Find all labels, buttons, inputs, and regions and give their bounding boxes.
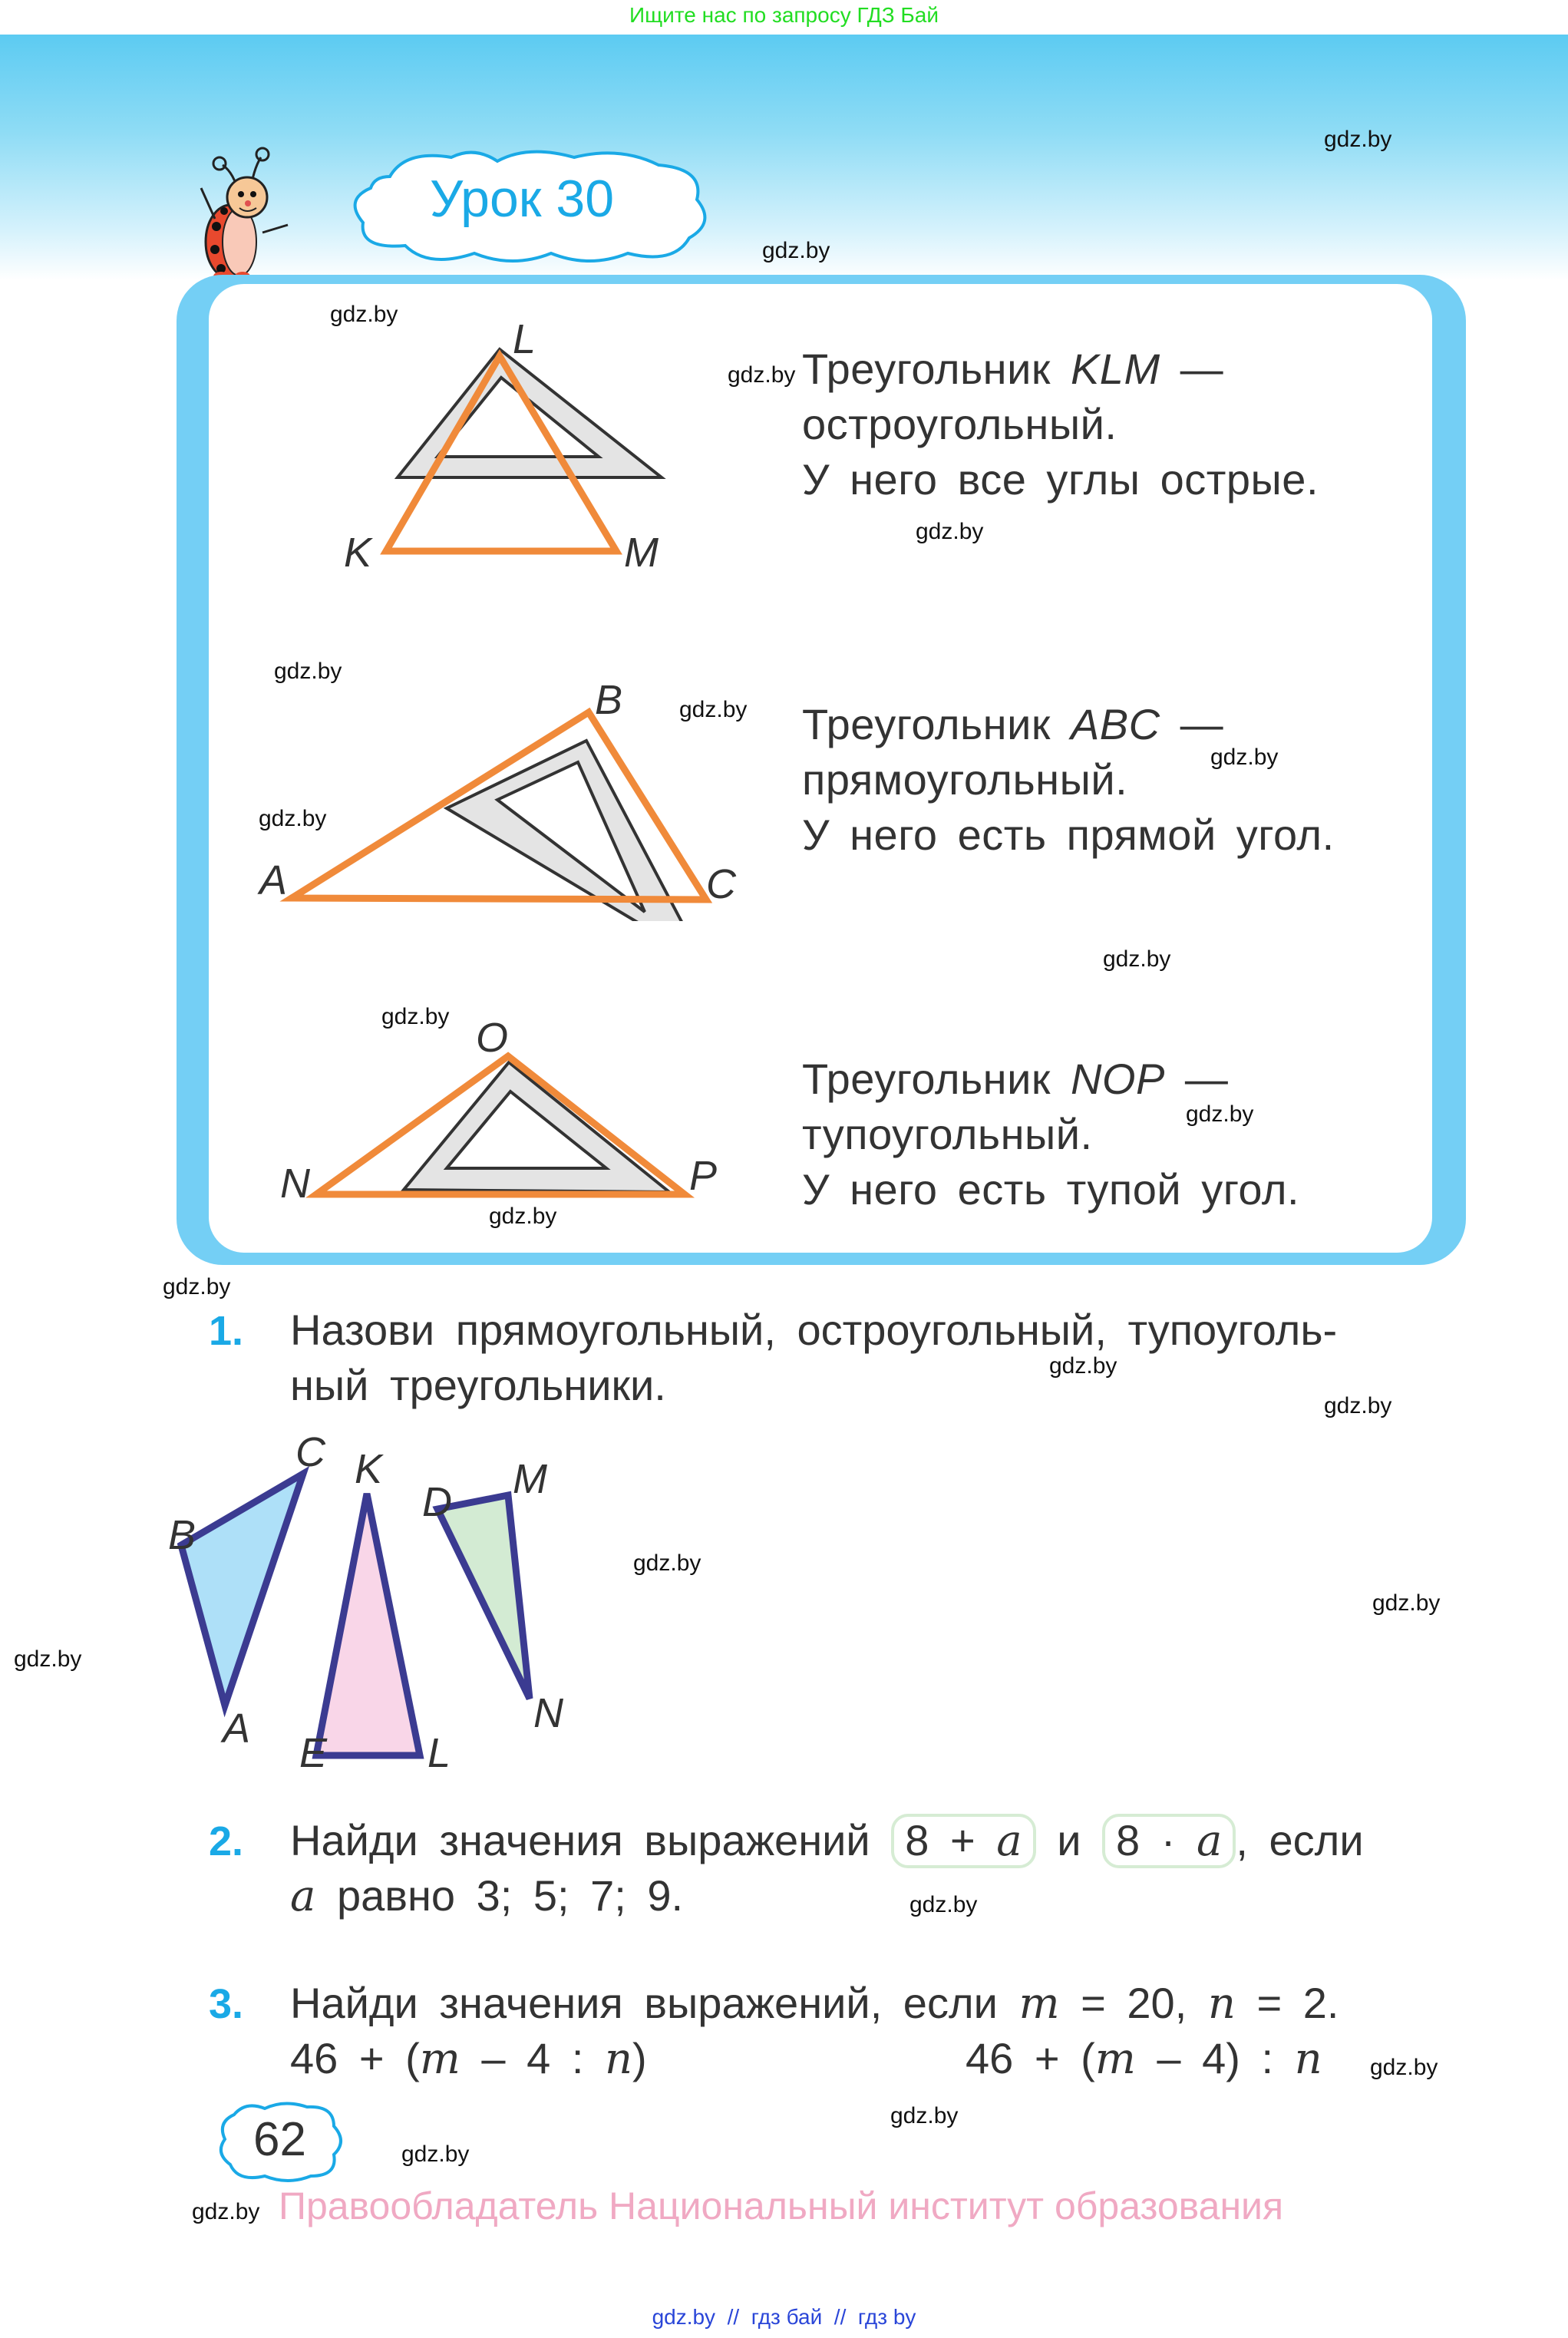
watermark: gdz.by: [163, 1274, 231, 1299]
watermark: gdz.by: [489, 1204, 557, 1229]
vertex-label-a: A: [259, 857, 288, 903]
watermark: gdz.by: [1186, 1101, 1254, 1127]
ladybug-icon: [192, 142, 299, 280]
top-banner[interactable]: Ищите нас по запросу ГДЗ Бай: [629, 3, 939, 27]
expression-box-sum: 8 + a: [891, 1814, 1035, 1868]
copyright-notice: Правообладатель Национальный институт образования: [279, 2184, 1284, 2227]
vertex-label-l: L: [427, 1730, 451, 1776]
vertex-label-m: M: [624, 530, 659, 576]
watermark: gdz.by: [330, 302, 398, 327]
watermark: gdz.by: [909, 1892, 978, 1917]
task-3-expression-b: 46 + (m – 4) : n: [966, 2034, 1322, 2084]
lesson-title: Урок 30: [430, 170, 615, 228]
watermark: gdz.by: [890, 2103, 959, 2128]
watermark: gdz.by: [1210, 745, 1279, 770]
expression-box-product: 8 · a: [1102, 1814, 1236, 1868]
task-3-expression-a: 46 + (m – 4 : n): [290, 2034, 647, 2084]
vertex-label-o: O: [476, 1015, 509, 1061]
page-number: 62: [253, 2113, 306, 2166]
watermark: gdz.by: [1103, 946, 1171, 972]
vertex-label-c: C: [706, 861, 736, 907]
figure-triangle-dmn: [422, 1456, 564, 1736]
watermark: gdz.by: [916, 519, 984, 544]
vertex-label-c: C: [295, 1429, 325, 1475]
task-number-2: 2.: [209, 1818, 244, 1864]
definition-abc: Треугольник ABC — прямоугольный. У него есть прямой угол.: [802, 700, 1335, 859]
task-number-1: 1.: [209, 1308, 244, 1354]
vertex-label-l: L: [513, 316, 536, 362]
vertex-label-p: P: [689, 1153, 718, 1199]
definition-klm: Треугольник KLM — остроугольный. У него все углы острые.: [802, 345, 1319, 504]
watermark: gdz.by: [633, 1550, 701, 1576]
vertex-label-a: A: [223, 1706, 251, 1752]
vertex-label-b: B: [595, 677, 623, 723]
triangle-name: NOP: [1070, 1055, 1165, 1103]
task-2-text: Найди значения выражений 8 + a и 8 · a , если a равно 3; 5; 7; 9.: [290, 1813, 1364, 1924]
watermark: gdz.by: [1049, 1353, 1117, 1379]
triangle-name: KLM: [1070, 345, 1160, 393]
triangle-nop-figure: [269, 998, 744, 1228]
triangle-klm-figure: [322, 307, 706, 583]
watermark: gdz.by: [381, 1004, 450, 1029]
watermark: gdz.by: [259, 806, 327, 831]
task-3-text: Найди значения выражений, если m = 20, n = 2.: [290, 1979, 1339, 2029]
watermark: gdz.by: [14, 1646, 82, 1672]
vertex-label-e: E: [299, 1730, 328, 1776]
watermark: gdz.by: [1324, 127, 1392, 152]
task-1-text: Назови прямоугольный, остроугольный, тупоуголь- ный треугольники.: [290, 1306, 1338, 1409]
watermark: gdz.by: [1372, 1590, 1441, 1616]
vertex-label-n: N: [280, 1161, 310, 1207]
watermark: gdz.by: [192, 2199, 260, 2224]
watermark: gdz.by: [401, 2142, 470, 2167]
triangle-name: ABC: [1070, 700, 1160, 748]
definition-nop: Треугольник NOP — тупоугольный. У него есть тупой угол.: [802, 1055, 1300, 1214]
watermark: gdz.by: [1324, 1393, 1392, 1418]
vertex-label-n: N: [533, 1690, 563, 1736]
watermark: gdz.by: [762, 238, 830, 263]
footer-links[interactable]: gdz.by // гдз бай // гдз by: [652, 2305, 916, 2329]
watermark: gdz.by: [274, 659, 342, 684]
vertex-label-k: K: [344, 530, 372, 576]
watermark: gdz.by: [1370, 2055, 1438, 2080]
vertex-label-b: B: [167, 1512, 196, 1558]
vertex-label-d: D: [422, 1479, 452, 1525]
task-number-3: 3.: [209, 1981, 244, 2027]
watermark: gdz.by: [679, 697, 748, 722]
task-1-figures: [153, 1420, 1458, 1788]
watermark: gdz.by: [728, 362, 796, 388]
vertex-label-m: M: [513, 1456, 547, 1502]
vertex-label-k: K: [355, 1446, 383, 1492]
figure-triangle-abc: [168, 1429, 326, 1752]
